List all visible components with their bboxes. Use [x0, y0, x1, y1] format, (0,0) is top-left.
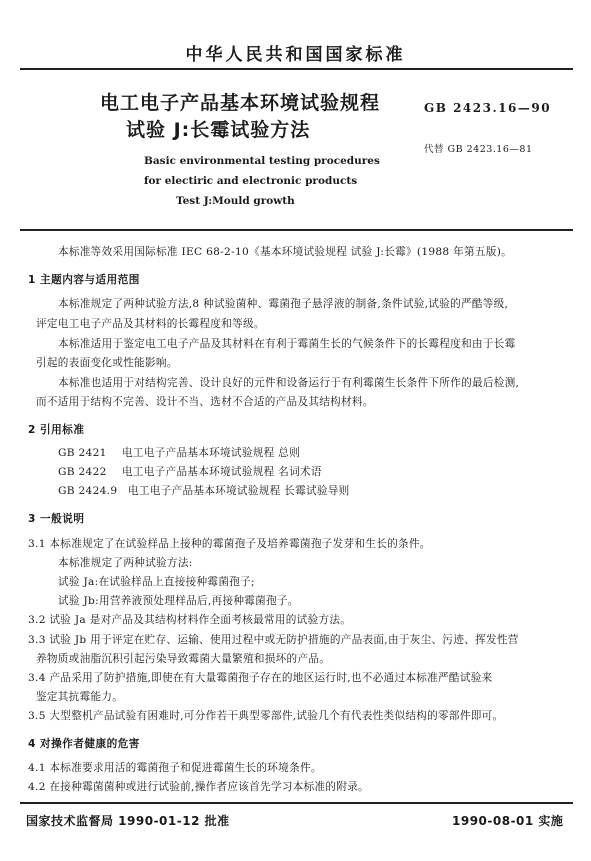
title-en-line1: Basic environmental testing procedures: [144, 155, 380, 167]
reference-title: 电工电子产品基本环境试验规程 名词术语: [122, 466, 322, 478]
s1-p2-line1: 本标准适用于鉴定电工电子产品及其材料在有利于霉菌生长的气候条件下的长霉程度和由于长霉: [58, 338, 516, 350]
intro-paragraph: 本标准等效采用国际标准 IEC 68-2-10《基本环境试验规程 试验 J:长霉》(1988 年第五版)。: [58, 246, 513, 258]
replaces-standard: 代替 GB 2423.16—81: [424, 144, 533, 155]
s1-p2-line2: 引起的表面变化或性能影响。: [36, 357, 178, 369]
reference-code: GB 2422: [58, 466, 107, 478]
clause-3-1-line4: 试验 Jb:用营养液预处理样品后,再接种霉菌孢子。: [58, 595, 299, 607]
title-cn-line1: 电工电子产品基本环境试验规程: [100, 92, 381, 114]
clause-3-2: 3.2 试验 Ja 是对产品及其结构材料作全面考核最常用的试验方法。: [28, 614, 352, 626]
clause-4-1: 4.1 本标准要求用活的霉菌孢子和促进霉菌生长的环境条件。: [28, 762, 322, 774]
clause-3-3-line2: 养物质或油脂沉积引起污染导致霉菌大量繁殖和损坏的产品。: [36, 653, 331, 665]
clause-3-4-line1: 3.4 产品采用了防护措施,即使在有大量霉菌孢子存在的地区运行时,也不必通过本标准严酷试验来: [28, 672, 493, 684]
standard-number: GB 2423.16—90: [424, 101, 552, 115]
header-rule: [20, 68, 573, 70]
reference-code: GB 2421: [58, 447, 107, 459]
reference-title: 电工电子产品基本环境试验规程 总则: [122, 447, 300, 459]
title-cn-line2: 试验 J:长霉试验方法: [126, 119, 311, 141]
clause-3-5: 3.5 大型整机产品试验有困难时,可分作若干典型零部件,试验几个有代表性类似结构的零部件即可。: [28, 710, 504, 722]
section-3-heading: 3 一般说明: [28, 513, 85, 525]
clause-3-1-line2: 本标准规定了两种试验方法:: [58, 557, 193, 569]
clause-3-4-line2: 鉴定其抗霉能力。: [36, 691, 124, 703]
section-4-heading: 4 对操作者健康的危害: [28, 738, 140, 750]
approval-date: 国家技术监督局 1990-01-12 批准: [26, 814, 230, 828]
clause-3-3-line1: 3.3 试验 Jb 用于评定在贮存、运输、使用过程中或无防护措施的产品表面,由于灰尘、污迹、挥发性营: [28, 634, 519, 646]
clause-4-2: 4.2 在接种霉菌菌种或进行试验前,操作者应该首先学习本标准的附录。: [28, 781, 369, 793]
reference-gb2424-9: [58, 483, 350, 499]
reference-code: GB 2424.9: [58, 485, 118, 497]
reference-gb2422: [58, 464, 322, 480]
clause-3-1-line3: 试验 Ja:在试验样品上直接接种霉菌孢子;: [58, 576, 255, 588]
title-rule: [20, 229, 573, 231]
reference-title: 电工电子产品基本环境试验规程 长霉试验导则: [128, 485, 350, 497]
reference-gb2421: [58, 445, 300, 461]
section-1-heading: 1 主题内容与适用范围: [28, 274, 140, 286]
issuing-body-title: 中华人民共和国国家标准: [185, 45, 406, 65]
title-en-line2: for electiric and electronic products: [144, 175, 358, 187]
effective-date: 1990-08-01 实施: [452, 814, 564, 828]
s1-p3-line2: 而不适用于结构不完善、设计不当、选材不合适的产品及其结构材料。: [36, 396, 374, 408]
s1-p1-line2: 评定电工电子产品及其材料的长霉程度和等级。: [36, 318, 265, 330]
title-en-line3: Test J:Mould growth: [176, 195, 295, 207]
s1-p1-line1: 本标准规定了两种试验方法,8 种试验菌种、霉菌孢子悬浮液的制备,条件试验,试验的严酷等级,: [58, 298, 509, 310]
s1-p3-line1: 本标准也适用于对结构完善、设计良好的元件和设备运行于有利霉菌生长条件下所作的最后检测,: [58, 377, 520, 389]
footer-rule: [20, 802, 573, 804]
section-2-heading: 2 引用标准: [28, 424, 85, 436]
clause-3-1-line1: 3.1 本标准规定了在试验样品上接种的霉菌孢子及培养霉菌孢子发芽和生长的条件。: [28, 538, 431, 550]
